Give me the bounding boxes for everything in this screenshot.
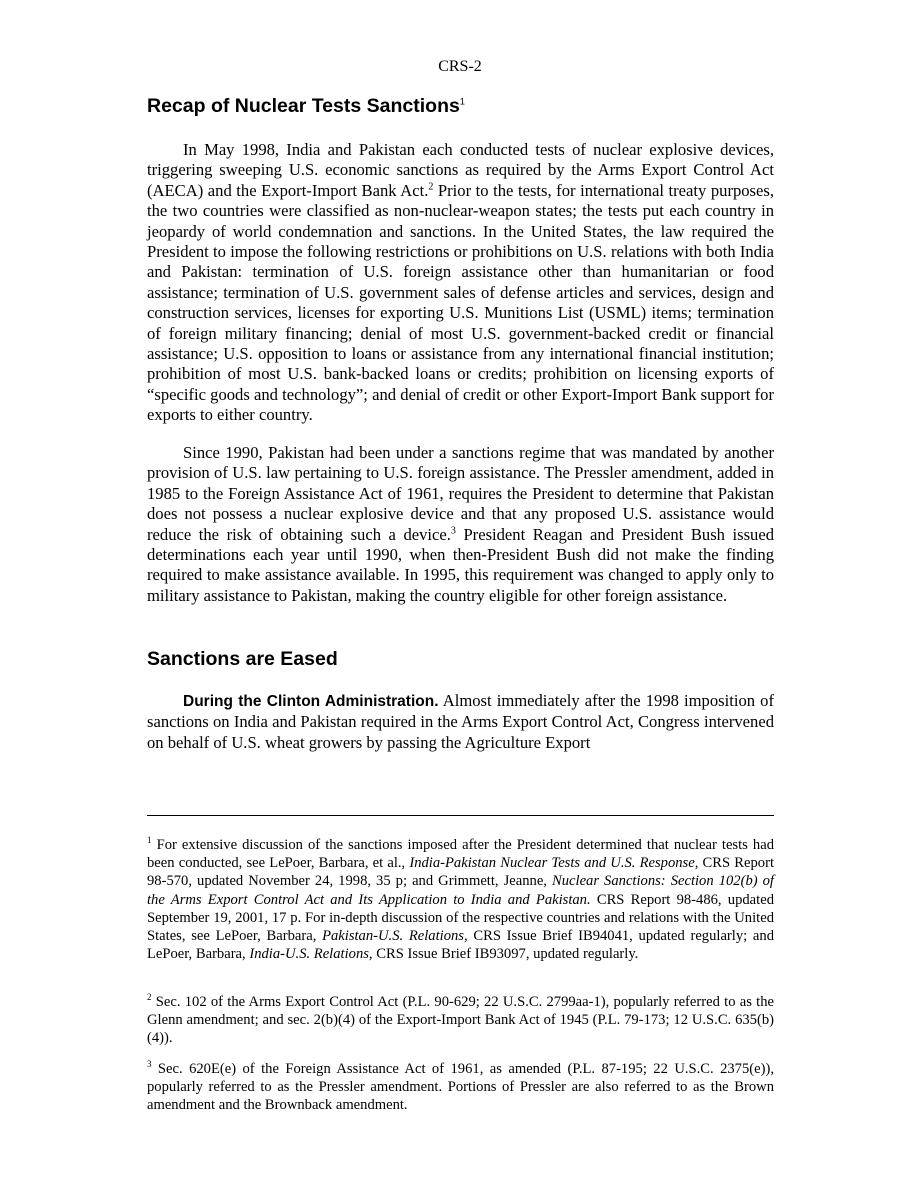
section-heading-eased-text: Sanctions are Eased [147,648,338,670]
footnote-text: For extensive discussion of the sanctions imposed after the President determined that nuclear tests had been conducted, see LePoer, Barbara, et al., [147,837,774,872]
paragraph-text: In May 1998, India and Pakistan each conducted tests of nuclear explosive devices, triggering sweeping U.S. economic sanctions as required by the Arms Export Control Act (AECA) and the Export-Import Bank Act. [147,140,774,200]
footnote-title: Pakistan-U.S. Relations, [322,928,468,945]
footnote-text: , CRS Report 98-570, updated November 24, 1998, 35 p; and Grimmett, Jeanne, [147,855,774,890]
footnote-2 [147,993,774,1048]
footnote-number: 2 [147,992,152,1003]
section-heading-recap [147,94,465,118]
paragraph-pressler [147,443,774,606]
footnote-text: CRS Issue Brief IB94041, updated regularly; and LePoer, Barbara, [147,928,774,963]
paragraph-text: Prior to the tests, for international treaty purposes, the two countries were classified as non-nuclear-weapon states; the tests put each country in jeopardy of world condemnation and sanctions. In the United States, the law required the President to impose the following restrictions or prohibitions on U.S. relations with both India and Pakistan: termination of U.S. foreign assistance other than humanitarian or food assistance; termination of U.S. government sales of defense articles and services, design and construction services, licenses for exporting U.S. Munitions List (USML) items; termination of foreign military financing; denial of most U.S. government-backed credit or financial assistance; U.S. opposition to loans or assistance from any international financial institution; prohibition of most U.S. bank-backed loans or credits; prohibition on licensing exports of “specific goods and technology”; and denial of credit or other Export-Import Bank support for exports to either country. [147,180,774,425]
footnote-number: 1 [147,835,152,846]
section-heading-recap-text: Recap of Nuclear Tests Sanctions [147,95,460,117]
footnote-3 [147,1060,774,1115]
paragraph-text: Since 1990, Pakistan had been under a sanctions regime that was mandated by another provision of U.S. law pertaining to U.S. foreign assistance. The Pressler amendment, added in 1985 to the Foreign Assistance Act of 1961, requires the President to determine that Pakistan does not possess a nuclear explosive device and that any proposed U.S. assistance would reduce the risk of obtaining such a device. [147,443,774,544]
section-heading-eased [147,647,338,671]
paragraph-clinton [147,691,774,753]
footnote-ref-2[interactable]: 2 [428,181,434,193]
paragraph-nuclear-tests [147,140,774,426]
footnote-divider [147,815,774,816]
runin-heading-clinton: During the Clinton Administration. [183,693,439,710]
footnote-text: Sec. 102 of the Arms Export Control Act (P.L. 90-629; 22 U.S.C. 2799aa-1), popularly referred to as the Glenn amendment; and sec. 2(b)(4) of the Export-Import Bank Act of 1945 (P.L. 79-173; 12 U.S.C. 635(b)(4)). [147,994,774,1047]
footnote-text: CRS Issue Brief IB93097, updated regularly. [372,946,639,963]
paragraph-text: President Reagan and President Bush issued determinations each year until 1990, when then-President Bush did not make the finding required to make assistance available. In 1995, this requirement was changed to apply only to military assistance to Pakistan, making the country eligible for other foreign assistance. [147,524,774,605]
paragraph-text: Almost immediately after the 1998 imposition of sanctions on India and Pakistan required in the Arms Export Control Act, Congress intervened on behalf of U.S. wheat growers by passing the Agriculture Export [147,691,774,752]
footnote-text: CRS Report 98-486, updated September 19, 2001, 17 p. For in-depth discussion of the respective countries and relations with the United States, see LePoer, Barbara, [147,891,774,945]
footnote-number: 3 [147,1059,152,1070]
footnote-text: Sec. 620E(e) of the Foreign Assistance Act of 1961, as amended (P.L. 87-195; 22 U.S.C. 2375(e)), popularly referred to as the Pressler amendment. Portions of Pressler are also referred to as the Brown amendment and the Brownback amendment. [147,1061,774,1114]
footnote-title: Nuclear Sanctions: Section 102(b) of the Arms Export Control Act and Its Application to India and Pakistan. [147,873,774,908]
footnote-title: India-U.S. Relations, [249,946,373,963]
footnote-1 [147,836,774,963]
footnote-ref-1[interactable]: 1 [459,96,465,107]
footnote-title: India-Pakistan Nuclear Tests and U.S. Response [409,855,695,872]
page-number-header: CRS-2 [438,58,482,75]
footnote-ref-3[interactable]: 3 [450,525,456,537]
